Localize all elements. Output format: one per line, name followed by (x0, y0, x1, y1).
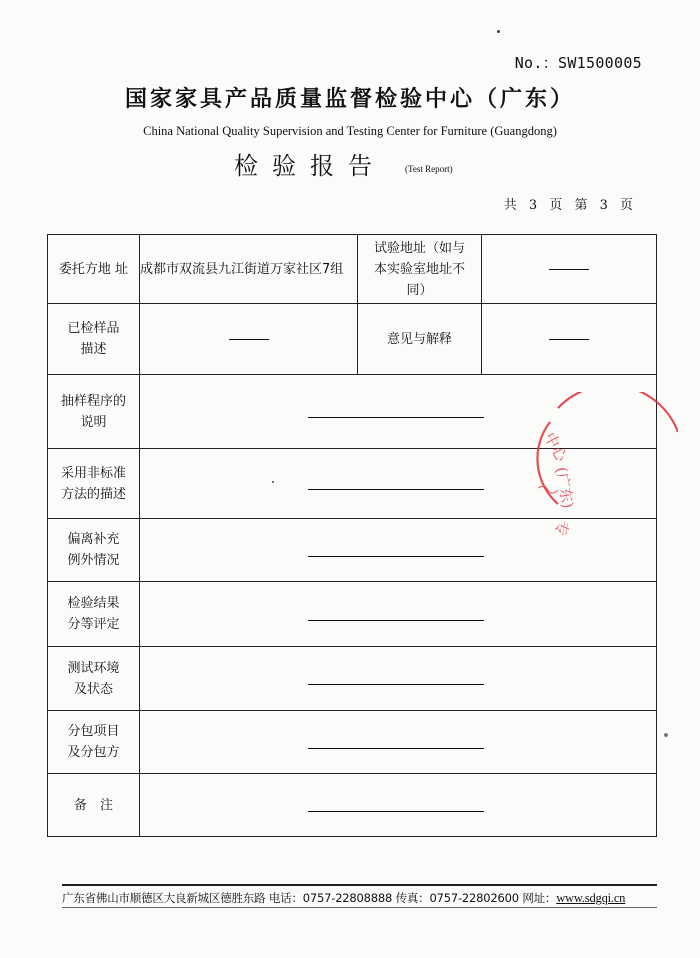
row-value (140, 582, 657, 647)
client-address-value: 成都市双流县九江街道万家社区7组 (140, 235, 358, 304)
document-type-cn: 检验报告 (234, 152, 386, 180)
table-row (48, 582, 657, 647)
opinion-label: 意见与解释 (358, 304, 482, 375)
footer-address: 广东省佛山市顺德区大良新城区德胜东路 (62, 891, 266, 905)
footer-website-label: 网址： (522, 891, 557, 905)
center-name-en: China National Quality Supervision and Testing Center for Furniture (Guangdong) (143, 124, 557, 138)
blank-line (308, 748, 484, 749)
svg-text:(广东): (广东) (552, 465, 578, 510)
center-name-cn: 国家家具产品质量监督检验中心（广东） (124, 86, 575, 112)
table-row (48, 235, 657, 304)
svg-text:专: 专 (551, 519, 572, 538)
row-label: 采用非标准方法的描述 (48, 449, 140, 519)
row-label: 分包项目及分包方 (48, 711, 140, 774)
table-row (48, 304, 657, 375)
row-value (140, 711, 657, 774)
row-label: 测试环境及状态 (48, 647, 140, 711)
blank-line (308, 684, 484, 685)
footer-divider-top (62, 884, 657, 886)
blank-line (308, 417, 484, 418)
svg-text:中心: 中心 (540, 429, 571, 465)
blank-line (308, 489, 484, 490)
table-row (48, 711, 657, 774)
page-count: 共 3 页 第 3 页 (503, 198, 634, 213)
empty-dash (549, 339, 589, 340)
footer-contact (62, 890, 662, 906)
row-value (140, 774, 657, 837)
footer-divider-bottom (62, 907, 657, 908)
test-site-value (482, 235, 657, 304)
blank-line (308, 620, 484, 621)
footer-fax: 传真：0757-22802600 (395, 891, 519, 905)
opinion-value (482, 304, 657, 375)
row-label: 抽样程序的说明 (48, 375, 140, 449)
footer-phone: 电话：0757-22808888 (268, 891, 393, 905)
table-row (48, 647, 657, 711)
sample-description-label: 已检样品描述 (48, 304, 140, 375)
scan-speck (664, 733, 668, 737)
row-label: 偏离补充例外情况 (48, 519, 140, 582)
scan-speck (497, 30, 500, 33)
blank-line (308, 556, 484, 557)
blank-line (308, 811, 484, 812)
row-value (140, 647, 657, 711)
official-seal-stamp (528, 392, 678, 542)
sample-description-value (140, 304, 358, 375)
document-type-en: (Test Report) (405, 164, 453, 174)
empty-dash (229, 339, 269, 340)
test-site-label: 试验地址（如与本实验室地址不同） (358, 235, 482, 304)
client-address-label: 委托方地 址 (48, 235, 140, 304)
row-label: 备 注 (48, 774, 140, 837)
table-row (48, 774, 657, 837)
report-number: No.：SW1500005 (514, 54, 642, 72)
footer-website-link[interactable]: www.sdgqi.cn (556, 891, 626, 905)
scan-speck (272, 481, 274, 483)
empty-dash (549, 269, 589, 270)
row-label: 检验结果分等评定 (48, 582, 140, 647)
